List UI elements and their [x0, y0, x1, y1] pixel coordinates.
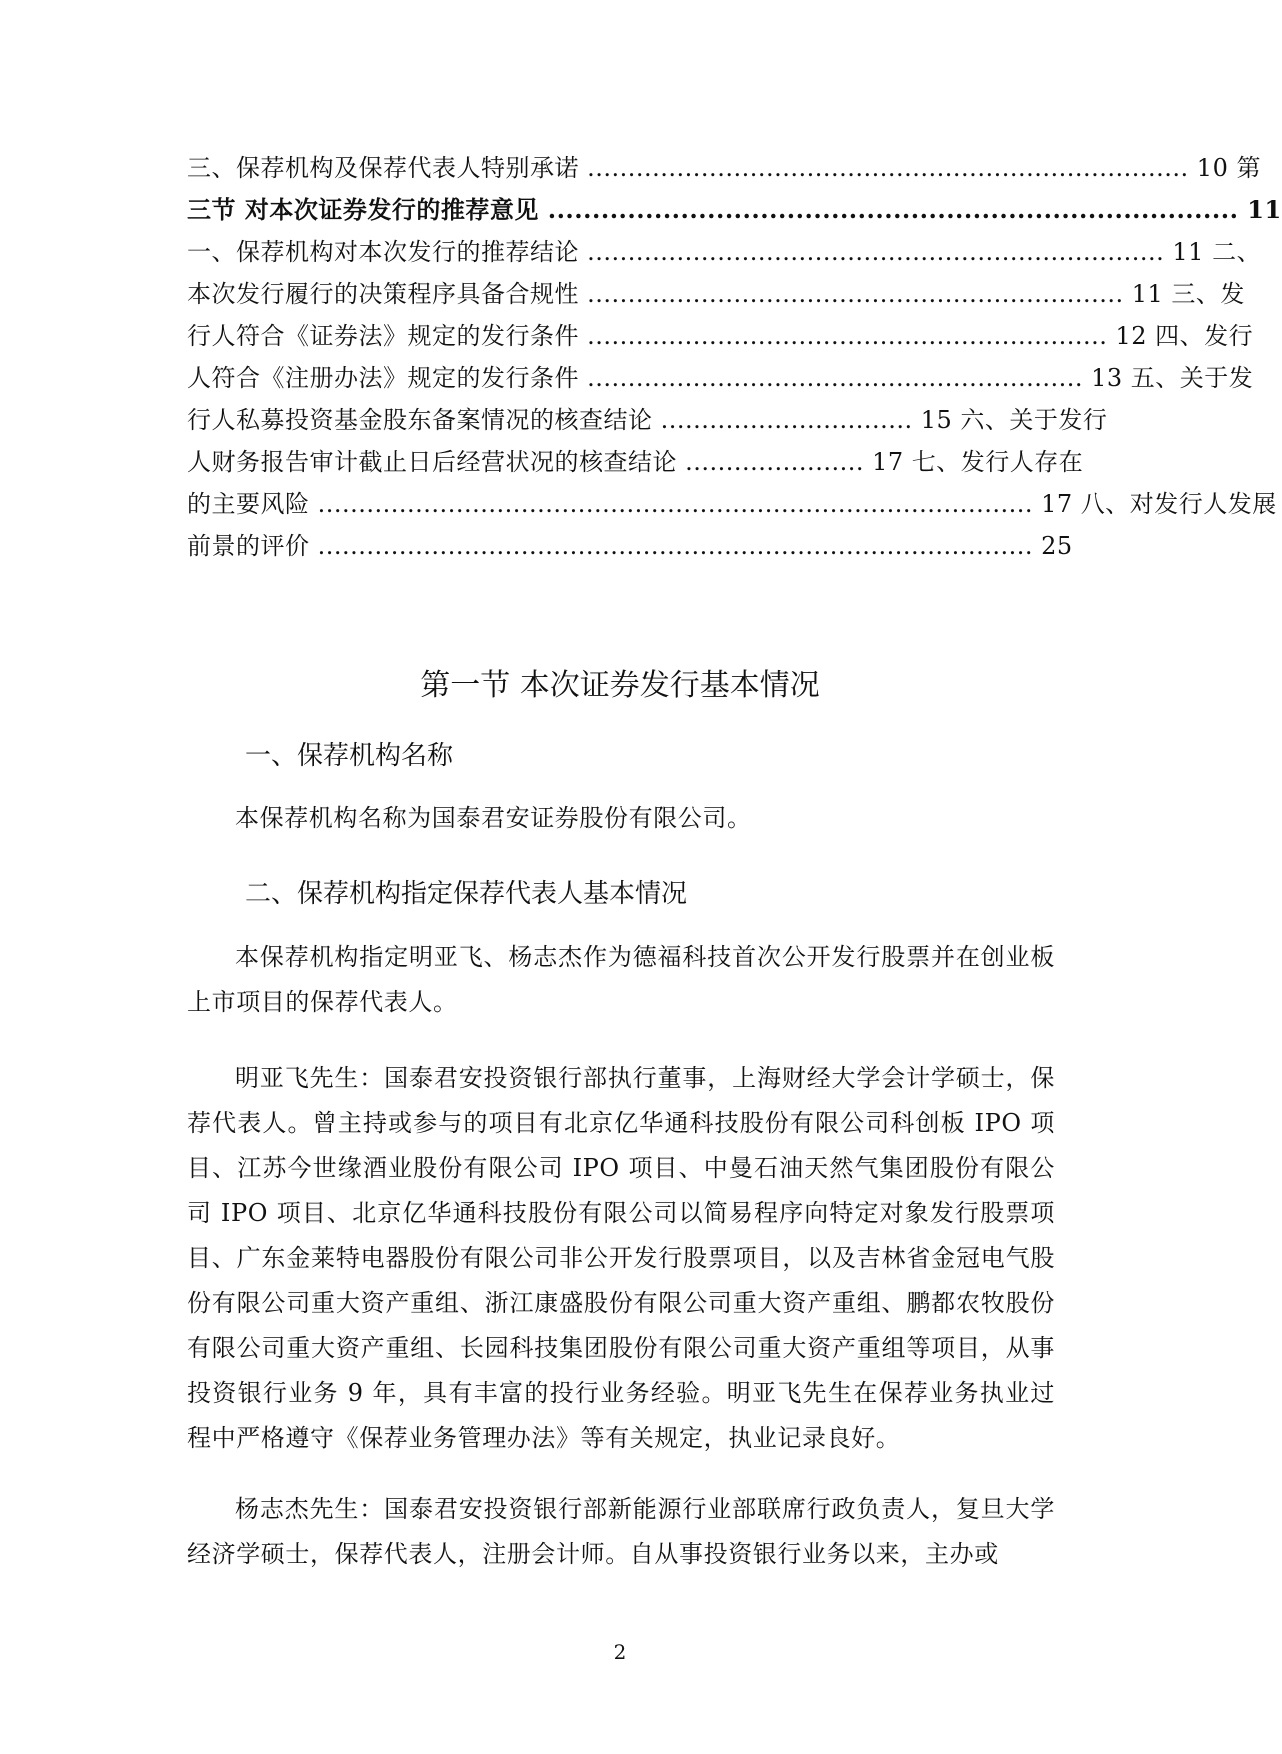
paragraph-institution-name: 本保荐机构名称为国泰君安证券股份有限公司。 — [235, 804, 752, 832]
page-number: 2 — [613, 1640, 627, 1664]
toc-line[interactable]: 三、保荐机构及保荐代表人特别承诺 .......................................................................... 10 第 — [187, 154, 1261, 182]
heading-institution-name: 一、保荐机构名称 — [245, 741, 454, 771]
toc-line[interactable]: 三节 对本次证券发行的推荐意见 .............................................................................. 11 — [187, 195, 1282, 224]
toc-line[interactable]: 人符合《注册办法》规定的发行条件 ............................................................. 13 五、关于发 — [187, 364, 1254, 392]
paragraph-representative-ming: 明亚飞先生：国泰君安投资银行部执行董事，上海财经大学会计学硕士，保荐代表人。曾主持或参与的项目有北京亿华通科技股份有限公司科创板 IPO 项目、江苏今世缘酒业股份有限公司 IPO 项目、中曼石油天然气集团股份有限公司 IPO 项目、北京亿华通科技股份有限公司以简易程序向特定对象发行股票项目、广东金莱特电器股份有限公司非公开发行股票项目，以及吉林省金冠电气股份有限公司重大资产重组、浙江康盛股份有限公司重大资产重组、鹏都农牧股份有限公司重大资产重组、长园科技集团股份有限公司重大资产重组等项目，从事投资银行业务 9 年，具有丰富的投行业务经验。明亚飞先生在保荐业务执业过程中严格遵守《保荐业务管理办法》等有关规定，执业记录良好。 — [187, 1064, 1055, 1452]
toc-line[interactable]: 前景的评价 ........................................................................................ 25 — [187, 532, 1073, 560]
toc-line[interactable]: 的主要风险 ........................................................................................ 17 八、对发行人发展 — [187, 490, 1277, 518]
table-of-contents — [187, 147, 1282, 567]
heading-representatives: 二、保荐机构指定保荐代表人基本情况 — [245, 879, 688, 909]
toc-line[interactable]: 一、保荐机构对本次发行的推荐结论 ....................................................................... 11 二、 — [187, 238, 1262, 266]
paragraph-representative-yang: 杨志杰先生：国泰君安投资银行部新能源行业部联席行政负责人，复旦大学经济学硕士，保荐代表人，注册会计师。自从事投资银行业务以来，主办或 — [187, 1495, 1055, 1568]
toc-line[interactable]: 行人符合《证券法》规定的发行条件 ................................................................ 12 四、发行 — [187, 322, 1254, 350]
toc-line[interactable]: 行人私募投资基金股东备案情况的核查结论 ............................... 15 六、关于发行 — [187, 406, 1108, 434]
section-title: 第一节 本次证券发行基本情况 — [420, 668, 820, 703]
toc-line[interactable]: 人财务报告审计截止日后经营状况的核查结论 ...................... 17 七、发行人存在 — [187, 448, 1084, 476]
paragraph-representatives-intro: 本保荐机构指定明亚飞、杨志杰作为德福科技首次公开发行股票并在创业板上市项目的保荐代表人。 — [187, 943, 1055, 1016]
toc-line[interactable]: 本次发行履行的决策程序具备合规性 .................................................................. 11 三、发 — [187, 280, 1245, 308]
